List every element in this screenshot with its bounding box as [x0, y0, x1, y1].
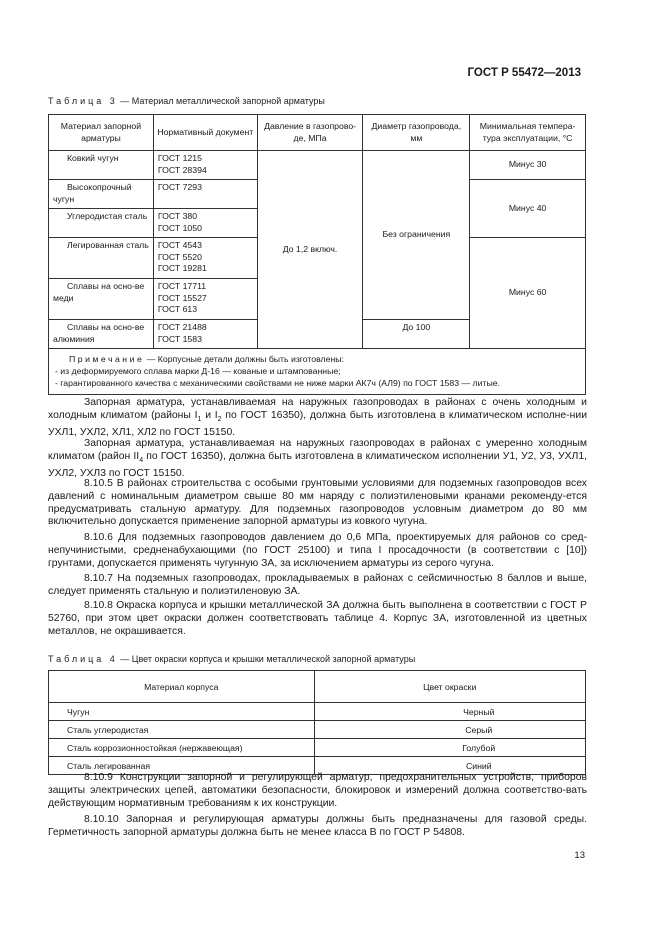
paint-color-cell: Черный	[314, 703, 585, 721]
temperature-cell: Минус 30	[470, 151, 586, 180]
text-span: по ГОСТ 16350), должна быть изготовлена в климатическом исполне-нии УХЛ1, УХЛ2, ХЛ1, ХЛ2 по ГОСТ 15150.	[48, 409, 588, 438]
header-temperature: Минимальная темпера-тура эксплуатации, °С	[470, 115, 586, 151]
table-header-row	[49, 671, 586, 703]
paint-color-cell: Серый	[314, 721, 585, 739]
paragraph-8-10-6: 8.10.6 Для подземных газопроводов давлением до 0,6 МПа, проектируемых для районов со сред-непучинистыми, средненабухающими (по ГОСТ 25100) и типа I просадочности (в соответствии с [10]) грунтами, допускается применять чугунную ЗА, за исключением арматуры из серого чугуна.	[48, 532, 587, 569]
note-lead: Примечание	[69, 354, 145, 364]
document-ref: ГОСТ 613	[157, 304, 198, 314]
table-header-row	[49, 115, 586, 151]
temperature-cell: Минус 60	[470, 238, 586, 349]
document-ref: ГОСТ 1050	[157, 222, 202, 233]
document-ref: ГОСТ 17711	[157, 281, 207, 291]
document-ref: ГОСТ 1215	[157, 153, 202, 163]
table-row	[49, 151, 586, 180]
body-material-cell: Сталь углеродистая	[49, 721, 315, 739]
header-material: Материал запорной арматуры	[49, 115, 154, 151]
table-row	[49, 721, 586, 739]
table4-caption-text: — Цвет окраски корпуса и крышки металлической запорной арматуры	[117, 654, 416, 664]
subscript: 1	[197, 415, 202, 423]
paint-color-cell: Голубой	[314, 739, 585, 757]
pressure-cell: До 1,2 включ.	[257, 151, 363, 349]
header-paint-color: Цвет окраски	[314, 671, 585, 703]
header-document: Нормативный документ	[153, 115, 257, 151]
text-span: Запорная арматура, устанавливаемая на наружных газопроводах в районах с очень холодным и холодным климатом (районы I	[48, 397, 587, 421]
document-ref: ГОСТ 5520	[157, 251, 202, 262]
table-row	[49, 739, 586, 757]
note-title	[55, 353, 579, 365]
body-material-cell: Сталь коррозионностойкая (нержавеющая)	[49, 739, 315, 757]
document-header: ГОСТ Р 55472—2013	[467, 67, 581, 79]
header-diameter: Диаметр газопровода, мм	[363, 115, 470, 151]
temperature-cell: Минус 40	[470, 180, 586, 238]
document-ref: ГОСТ 28394	[157, 164, 207, 175]
paragraph-8-10-8: 8.10.8 Окраска корпуса и крышки металлической ЗА должна быть выполнена в соответствии с ГОСТ Р 52760, при этом цвет окраски должен соответствовать таблице 4. Корпус ЗА, изготовленной из цветных металлов, не окрашивается.	[48, 600, 587, 637]
table-row	[49, 703, 586, 721]
table3-caption	[48, 96, 325, 106]
paragraph-8-10-9: 8.10.9 Конструкции запорной и регулирующей арматур, предохранительных устройств, приборов защиты электрических цепей, автоматики безопасности, блокировок и измерений должна соответство-вать действующим нормативным требованиям к их конструкции.	[48, 772, 587, 809]
text-span: Запорная арматура, устанавливаемая на наружных газопроводах в районах с умеренно холодным климатом (район II	[48, 438, 587, 462]
document-cell	[153, 238, 257, 279]
diameter-cell: Без ограничения	[363, 151, 470, 320]
document-ref: ГОСТ 19281	[157, 263, 207, 273]
paint-color-table	[48, 670, 586, 775]
body-material-cell: Сталь легированная	[49, 757, 315, 775]
document-ref: ГОСТ 21488	[157, 322, 207, 332]
paint-color-cell: Синий	[314, 757, 585, 775]
document-cell	[153, 151, 257, 180]
paragraph-8-10-10: 8.10.10 Запорная и регулирующая арматуры должны быть предназначены для газовой среды. Герметичность запорной арматуры должна быть не менее класса В по ГОСТ Р 54808.	[48, 814, 587, 838]
text-span: по ГОСТ 16350), должна быть изготовлена в климатическом исполнении У1, У2, У3, УХЛ1, УХЛ2, УХЛ3 по ГОСТ 15150.	[48, 450, 587, 479]
material-cell: Углеродистая сталь	[49, 209, 154, 238]
table-note-row	[49, 349, 586, 395]
document-cell	[153, 209, 257, 238]
header-body-material: Материал корпуса	[49, 671, 315, 703]
table4-caption-lead: Таблица 4	[48, 654, 118, 664]
subscript: 2	[217, 415, 222, 423]
document-cell	[153, 320, 257, 349]
material-cell: Сплавы на осно-ве алюминия	[49, 320, 154, 349]
page-number: 13	[574, 850, 585, 861]
document-ref: ГОСТ 1583	[157, 333, 202, 344]
table-note	[49, 349, 586, 395]
material-table	[48, 114, 586, 395]
table4-caption	[48, 654, 415, 664]
material-cell: Ковкий чугун	[49, 151, 154, 180]
document-ref: ГОСТ 4543	[157, 240, 202, 250]
table3-caption-text: — Материал металлической запорной арматуры	[117, 96, 325, 106]
subscript: 4	[139, 456, 144, 464]
note-text: — Корпусные детали должны быть изготовлены:	[144, 354, 344, 364]
material-cell: Легированная сталь	[49, 238, 154, 279]
text-span: и I	[201, 409, 218, 421]
paragraph-8-10-7: 8.10.7 На подземных газопроводах, прокладываемых в районах с сейсмичностью 8 баллов и выше, следует применять стальную и полиэтиленовую ЗА.	[48, 573, 587, 597]
paragraph-moderate-climate	[48, 438, 587, 480]
header-pressure: Давление в газопрово-де, МПа	[257, 115, 363, 151]
document-ref: ГОСТ 380	[157, 211, 198, 221]
diameter-cell: До 100	[363, 320, 470, 349]
document-cell	[153, 279, 257, 320]
note-item: - из деформируемого сплава марки Д-16 — кованые и штампованные;	[55, 366, 341, 376]
material-cell: Сплавы на осно-ве меди	[49, 279, 154, 320]
material-cell: Высокопрочный чугун	[49, 180, 154, 209]
body-material-cell: Чугун	[49, 703, 315, 721]
paragraph-8-10-5: 8.10.5 В районах строительства с особыми грунтовыми условиями для подземных газопроводов всех давлений с номинальным диаметром свыше 80 мм наряду с полиэтиленовыми кранами рекоменду-ется предусматривать стальную арматуру. Для подземных газопроводов условным диаметром до 80 мм включительно допускается применение запорной арматуры из ковкого чугуна.	[48, 478, 587, 528]
table3-caption-lead: Таблица 3	[48, 96, 118, 106]
note-item: - гарантированного качества с механическими свойствами не ниже марки АК7ч (АЛ9) по ГОСТ 1583 — литые.	[55, 378, 500, 388]
paragraph-cold-climate	[48, 397, 587, 439]
document-cell	[153, 180, 257, 209]
document-ref: ГОСТ 7293	[157, 182, 202, 192]
document-ref: ГОСТ 15527	[157, 292, 207, 303]
